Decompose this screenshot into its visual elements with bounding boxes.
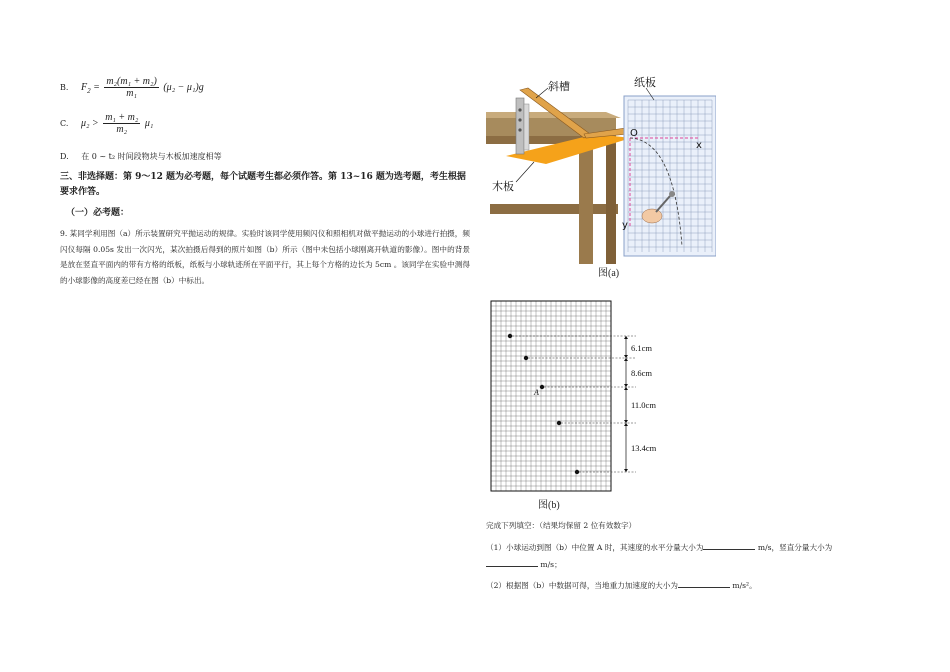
ball-5 [575, 470, 579, 474]
dim-2: 8.6cm [631, 368, 653, 378]
answer-blank-vertical[interactable] [486, 557, 538, 567]
fill-q1 [486, 540, 876, 555]
stand-post-2 [524, 104, 529, 150]
option-d [60, 151, 222, 162]
figure-b-caption: 图(b) [538, 500, 560, 511]
dim-1: 6.1cm [631, 343, 653, 353]
option-b-formula: $F_2$ = $\frac{\text{m₂(m₁ + m₂)}}{\text{m₁}}$ (μ₂ − μ₁)g [80, 76, 204, 99]
fill-q2-unit: m/s² [732, 581, 750, 590]
fill-q2-end: 。 [749, 581, 757, 590]
fill-q1-end: ； [554, 560, 562, 569]
point-a-label: A [534, 388, 539, 397]
section-title: 三、非选择题：第 9～12 题为必考题，每个试题考生都必须作答。第 13~16 题为选考题，考生根据要求作答。 [60, 172, 466, 197]
dim-4: 13.4cm [631, 443, 657, 453]
option-c-numerator: m₁ + m₂ [105, 112, 139, 123]
fill-q2 [486, 578, 757, 593]
table-leg-right [606, 144, 616, 264]
option-b-fraction [104, 76, 159, 99]
label-y: y [622, 220, 628, 231]
fill-q1-line2 [486, 557, 562, 572]
option-c-denominator: m₂ [116, 124, 128, 135]
section-subtitle: （一）必考题： [66, 208, 130, 218]
figure-a-caption: 图(a) [598, 268, 620, 279]
fill-q1-text-a: （1）小球运动到图（b）中位置 A 时，其速度的水平分量大小为 [486, 543, 704, 552]
hand [642, 209, 662, 223]
answer-blank-gravity[interactable] [678, 578, 730, 588]
dimension-guides [512, 336, 636, 472]
label-board: 木板 [492, 180, 514, 193]
figure-a-drawing [486, 76, 716, 276]
option-c-formula [80, 112, 154, 135]
option-c-label: C. [60, 118, 69, 128]
option-c-fraction [103, 112, 140, 135]
ball-a [540, 385, 544, 389]
label-origin: O [630, 128, 638, 139]
question-9-text: 9. 某同学利用图（a）所示装置研究平抛运动的规律。实验时该同学使用频闪仪和照相机对做平抛运动的小球进行拍摄，频闪仪每隔 0.05s 发出一次闪光，某次拍摄后得到的照片如图（b）所示（图中未包括小球刚离开轨道的影像）。图中的背景是放在竖直平面内的带有方格的纸板，纸板与小球轨迹所在平面平行，其上每个方格的边长为 5cm 。该同学在实验中测得的小球影像的高度差已经在图（b）中标出。 [60, 229, 470, 285]
ball-1 [508, 334, 512, 338]
option-c-left: μ₂ > [80, 117, 99, 129]
label-chute: 斜槽 [548, 80, 570, 93]
figure-b [486, 296, 686, 516]
option-d-label: D. [60, 152, 69, 161]
option-c [60, 112, 153, 135]
ball-4 [557, 421, 561, 425]
figure-b-grid [491, 301, 611, 491]
option-b-tail: (μ₂ − μ₁)g [163, 81, 204, 93]
table-leg-left [579, 144, 593, 264]
fill-q1-unit-1: m/s [757, 543, 772, 552]
option-b-denominator: m₁ [126, 88, 137, 99]
fill-q2-text: （2）根据图（b）中数据可得，当地重力加速度的大小为 [486, 581, 678, 590]
stand-post [516, 98, 524, 154]
formula-f-sub: 2 [87, 86, 91, 95]
answer-blank-horizontal[interactable] [703, 540, 755, 550]
dim-3: 11.0cm [631, 400, 656, 410]
label-paper: 纸板 [634, 76, 656, 89]
ball-2 [524, 356, 528, 360]
table-crossbar [490, 204, 618, 214]
figure-b-drawing [486, 296, 686, 496]
option-c-tail: μ₁ [144, 117, 154, 129]
option-b-numerator: m₂(m₁ + m₂) [106, 76, 157, 87]
formula-f: F [80, 81, 88, 93]
fill-q1-text-b: ，竖直分量大小为 [771, 543, 833, 552]
option-b-label: B. [60, 82, 69, 92]
option-b [60, 76, 204, 99]
fill-q1-unit-2: m/s [540, 560, 555, 569]
figure-a [486, 76, 716, 279]
label-x: x [696, 140, 702, 151]
option-d-text: 在 0 ~ t₂ 时间段物块与木板加速度相等 [81, 152, 222, 161]
fill-intro: 完成下列填空：（结果均保留 2 位有效数字） [486, 521, 637, 530]
